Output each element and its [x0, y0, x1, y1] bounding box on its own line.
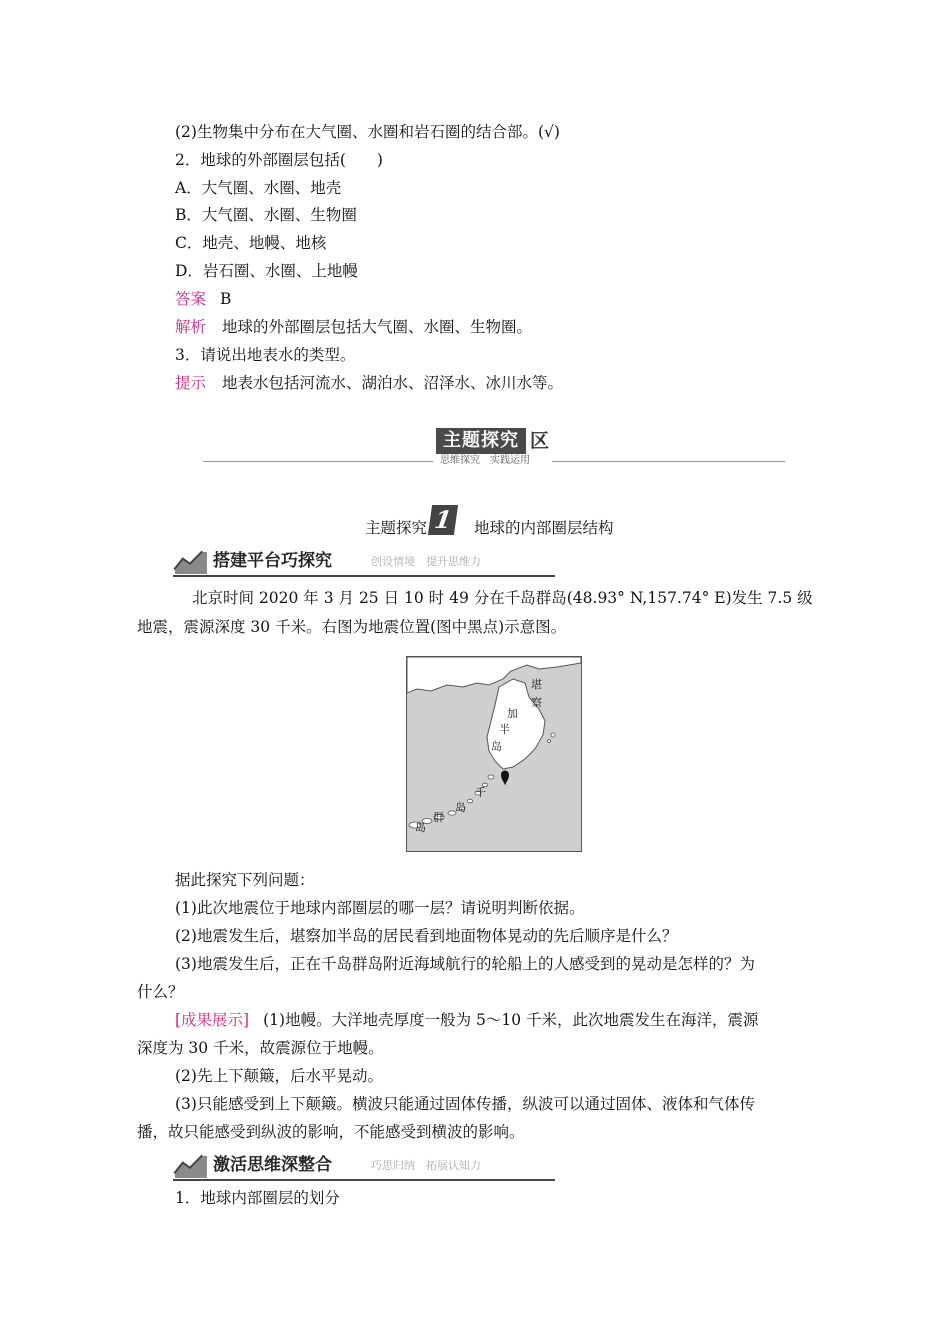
answer-label: 答案: [175, 290, 207, 308]
results-label: [成果展示]: [175, 1011, 250, 1029]
question-2: (2)地震发生后，堪察加半岛的居民看到地面物体晃动的先后顺序是什么？: [175, 927, 678, 945]
answer-1-line-2: 深度为 30 千米，故震源位于地幔。: [137, 1039, 384, 1057]
section-rule: [173, 575, 555, 577]
topic-number-badge: 1: [428, 505, 458, 535]
topic-prefix: 主题探究: [365, 519, 428, 537]
analysis-label: 解析: [175, 318, 207, 336]
section-title: 搭建平台巧探究: [213, 551, 332, 571]
map-label-kam-2: 察: [531, 696, 542, 709]
topic-title: 地球的内部圈层结构: [474, 519, 614, 537]
scenario-line-1: 北京时间 2020 年 3 月 25 日 10 时 49 分在千岛群岛(48.93° N,157.74° E)发生 7.5 级: [192, 589, 813, 607]
banner-title: 主题探究: [436, 428, 526, 454]
section-subtitle: 创设情境 提升思维力: [371, 555, 481, 568]
summary-item-1: 1．地球内部圈层的划分: [175, 1189, 340, 1207]
map-label-kur-3: 群: [433, 811, 444, 824]
answer-value: B: [220, 290, 232, 308]
question-3-line-1: (3)地震发生后，正在千岛群岛附近海域航行的轮船上的人感受到的晃动是怎样的？为: [175, 955, 755, 973]
banner-rule-left: [203, 461, 433, 462]
banner-subtitle: 思维探究 实践运用: [440, 455, 530, 466]
map-label-kam-4: 半: [499, 723, 510, 736]
q3-stem: 3．请说出地表水的类型。: [175, 346, 356, 364]
map-label-kur-4: 岛: [415, 821, 426, 834]
map-label-kam-5: 岛: [491, 740, 502, 753]
question-1: (1)此次地震位于地球内部圈层的哪一层？请说明判断依据。: [175, 899, 585, 917]
answer-2: (2)先上下颠簸，后水平晃动。: [175, 1067, 383, 1085]
banner-suffix: 区: [530, 430, 550, 452]
answer-3-line-2: 播，故只能感受到纵波的影响，不能感受到横波的影响。: [137, 1123, 525, 1141]
map-label-kam-3: 加: [507, 707, 518, 720]
questions-intro: 据此探究下列问题：: [175, 871, 315, 889]
q2-option-d: D．岩石圈、水圈、上地幔: [175, 262, 358, 280]
answer-3-line-1: (3)只能感受到上下颠簸。横波只能通过固体传播，纵波可以通过固体、液体和气体传: [175, 1095, 755, 1113]
hint-row: [175, 373, 563, 393]
map-label-kur-2: 岛: [455, 801, 466, 814]
q2-option-b: B．大气圈、水圈、生物圈: [175, 206, 357, 224]
results-row-1: [175, 1010, 759, 1030]
trend-chart-icon: [173, 548, 207, 574]
q2-option-a: A．大气圈、水圈、地壳: [175, 179, 342, 197]
banner-rule-right: [552, 461, 785, 462]
answer-1-line-1: (1)地幔。大洋地壳厚度一般为 5～10 千米，此次地震发生在海洋，震源: [263, 1011, 759, 1029]
map-label-kam-1: 堪: [531, 678, 542, 691]
section-header-integrate: [173, 1152, 555, 1180]
hint-label: 提示: [175, 374, 207, 392]
answer-row: [175, 289, 231, 309]
q1-item2: (2)生物集中分布在大气圈、水圈和岩石圈的结合部。(√): [175, 123, 560, 141]
q2-stem: 2．地球的外部圈层包括( ): [175, 151, 383, 169]
analysis-text: 地球的外部圈层包括大气圈、水圈、生物圈。: [222, 318, 533, 336]
section-header-build: [173, 548, 555, 576]
trend-chart-icon: [173, 1152, 207, 1178]
scenario-line-2: 地震，震源深度 30 千米。右图为地震位置(图中黑点)示意图。: [137, 618, 567, 636]
earthquake-location-map: [406, 656, 582, 852]
map-label-kur-1: 千: [475, 786, 486, 799]
hint-text: 地表水包括河流水、湖泊水、沼泽水、冰川水等。: [222, 374, 564, 392]
section-rule: [173, 1179, 555, 1181]
section-title: 激活思维深整合: [213, 1155, 332, 1175]
q2-option-c: C．地壳、地幔、地核: [175, 234, 327, 252]
section-subtitle: 巧思归纳 拓展认知力: [371, 1159, 481, 1172]
analysis-row: [175, 317, 532, 337]
question-3-line-2: 什么？: [137, 983, 184, 1001]
